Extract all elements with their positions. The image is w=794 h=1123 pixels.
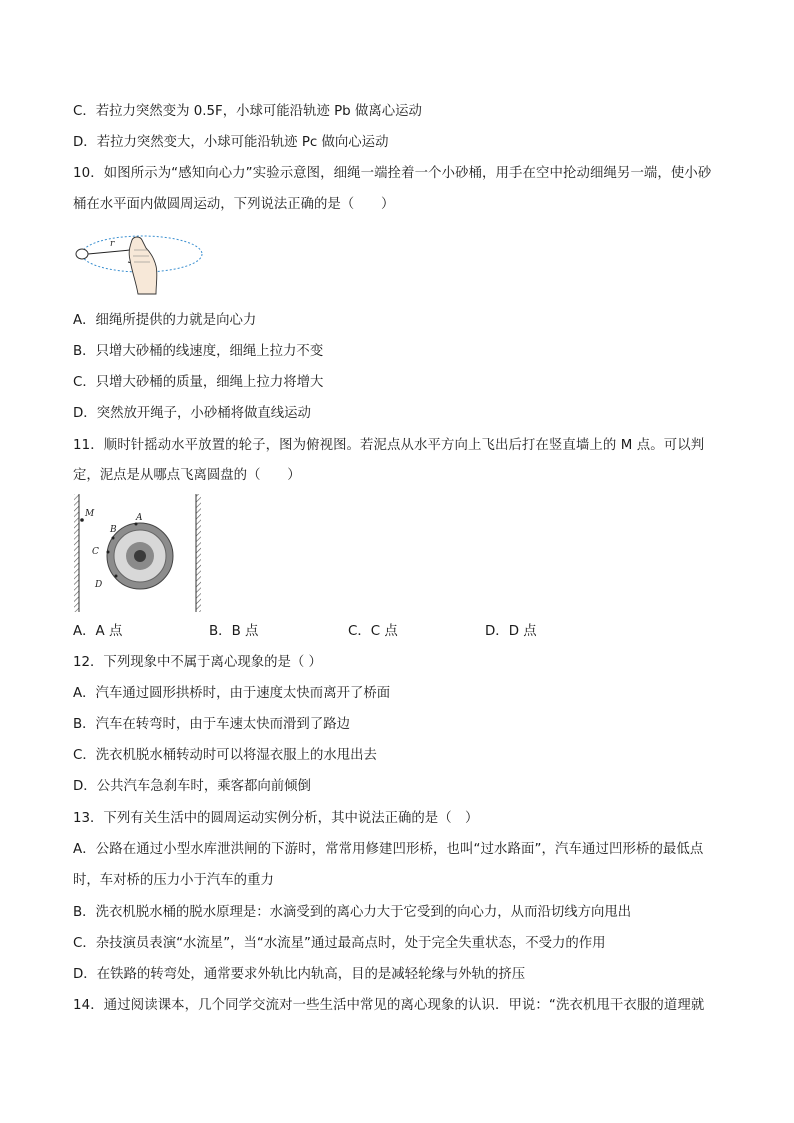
- q12-option-b: B．汽车在转弯时，由于车速太快而滑到了路边: [73, 717, 350, 732]
- q12-stem: 12．下列现象中不属于离心现象的是（ ）: [73, 655, 322, 670]
- q10-option-a: A．细绳所提供的力就是向心力: [73, 313, 257, 328]
- q10-option-b: B．只增大砂桶的线速度，细绳上拉力不变: [73, 344, 324, 359]
- q9-option-c: C．若拉力突然变为 0.5F，小球可能沿轨迹 Pb 做离心运动: [73, 104, 422, 119]
- q10-option-d: D．突然放开绳子，小砂桶将做直线运动: [73, 406, 311, 421]
- q10-label-r: r: [110, 239, 115, 249]
- q11-option-d: D．D 点: [485, 624, 537, 639]
- q11-option-b: B．B 点: [209, 624, 259, 639]
- q13-option-a-line1: A．公路在通过小型水库泄洪闸的下游时，常常用修建凹形桥，也叫“过水路面”，汽车通过凹形桥的最低点: [73, 842, 704, 857]
- q9-option-d: D．若拉力突然变大，小球可能沿轨迹 Pc 做向心运动: [73, 135, 389, 150]
- q13-option-a-line2: 时，车对桥的压力小于汽车的重力: [73, 873, 274, 888]
- q11-label-b: B: [110, 525, 117, 535]
- q11-figure-wheel: [70, 492, 210, 616]
- q10-figure-sandbucket: [70, 232, 210, 298]
- q13-stem: 13．下列有关生活中的圆周运动实例分析，其中说法正确的是（ ）: [73, 811, 479, 826]
- q11-option-a: A．A 点: [73, 624, 123, 639]
- q11-label-d: D: [95, 580, 103, 590]
- q11-option-c: C．C 点: [348, 624, 398, 639]
- q14-stem-line1: 14．通过阅读课本，几个同学交流对一些生活中常见的离心现象的认识．甲说：“洗衣机甩干衣服的道理就: [73, 998, 705, 1013]
- q11-stem-line2: 定，泥点是从哪点飞离圆盘的（ ）: [73, 468, 301, 483]
- q13-option-c: C．杂技演员表演“水流星”，当“水流星”通过最高点时，处于完全失重状态，不受力的作用: [73, 936, 606, 951]
- q12-option-c: C．洗衣机脱水桶转动时可以将湿衣服上的水甩出去: [73, 748, 377, 763]
- q11-stem-line1: 11．顺时针摇动水平放置的轮子，图为俯视图。若泥点从水平方向上飞出后打在竖直墙上的 M 点。可以判: [73, 438, 705, 453]
- q13-option-d: D．在铁路的转弯处，通常要求外轨比内轨高，目的是减轻轮缘与外轨的挤压: [73, 967, 526, 982]
- q10-stem-line2: 桶在水平面内做圆周运动，下列说法正确的是（ ）: [73, 197, 395, 212]
- q12-option-d: D．公共汽车急刹车时，乘客都向前倾倒: [73, 779, 311, 794]
- q11-label-a: A: [136, 513, 143, 523]
- q13-option-b: B．洗衣机脱水桶的脱水原理是：水滴受到的离心力大于它受到的向心力，从而沿切线方向甩出: [73, 905, 632, 920]
- q10-stem-line1: 10．如图所示为“感知向心力”实验示意图，细绳一端拴着一个小砂桶，用手在空中抡动细绳另一端，使小砂: [73, 166, 712, 181]
- q10-option-c: C．只增大砂桶的质量，细绳上拉力将增大: [73, 375, 324, 390]
- q11-label-c: C: [92, 547, 99, 557]
- q12-option-a: A．汽车通过圆形拱桥时，由于速度太快而离开了桥面: [73, 686, 391, 701]
- q11-label-m: M: [85, 509, 95, 519]
